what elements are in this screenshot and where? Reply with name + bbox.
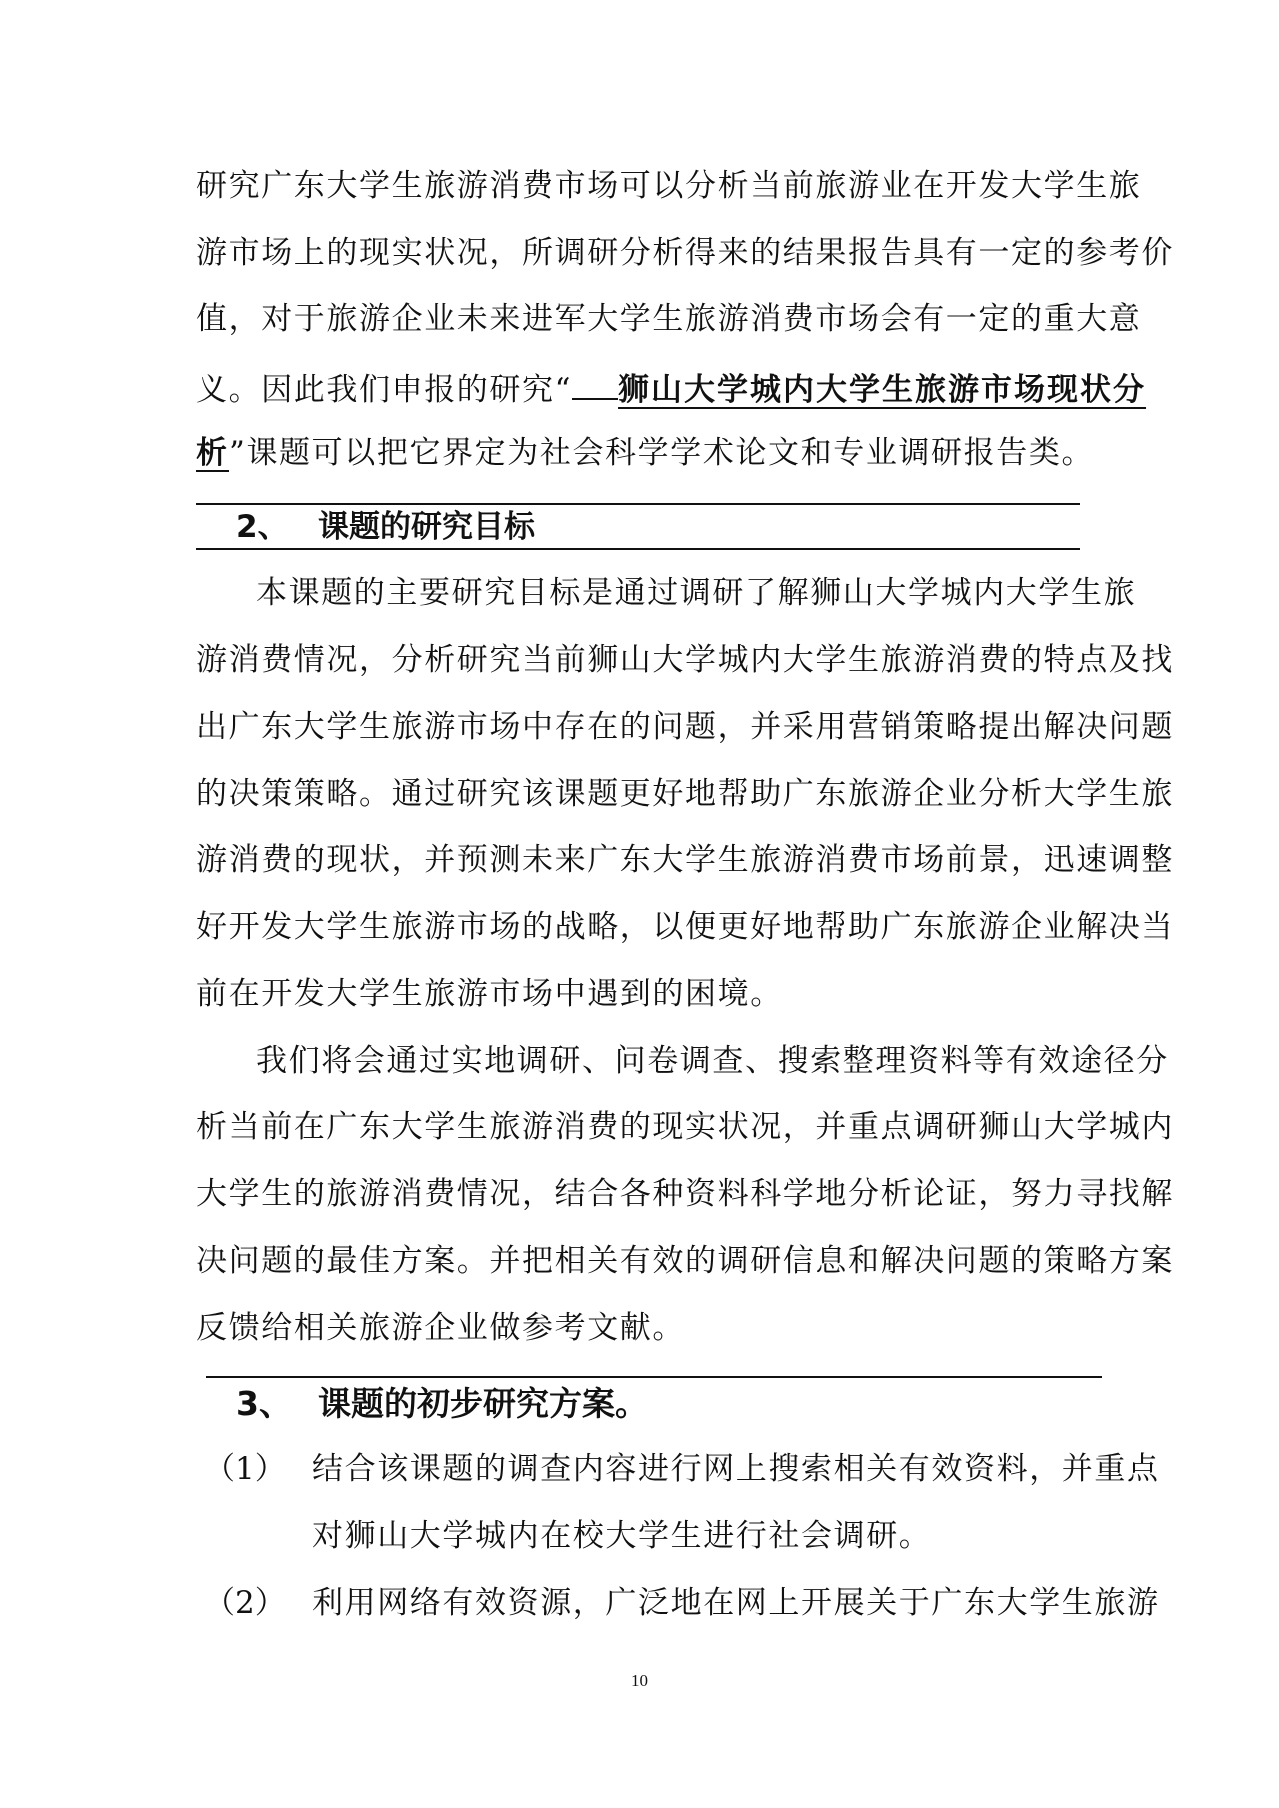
body-text-line: 前在开发大学生旅游市场中遇到的困境。: [196, 976, 783, 1012]
project-title-underlined: 析: [196, 435, 229, 471]
body-text-line: 出广东大学生旅游市场中存在的问题，并采用营销策略提出解决问题: [196, 709, 1174, 745]
body-text-line: 的决策策略。通过研究该课题更好地帮助广东旅游企业分析大学生旅: [196, 776, 1174, 812]
project-title-underlined: 狮山大学城内大学生旅游市场现状分: [618, 372, 1147, 408]
body-text-line: 研究广东大学生旅游消费市场可以分析当前旅游业在开发大学生旅: [196, 168, 1142, 204]
heading-rule-bottom: [196, 548, 1080, 550]
body-text-line: 游消费的现状，并预测未来广东大学生旅游消费市场前景，迅速调整: [196, 842, 1174, 878]
body-text-line-with-title: [196, 366, 1146, 406]
list-item-text: 对狮山大学城内在校大学生进行社会调研。: [312, 1518, 932, 1554]
body-text-line: 值，对于旅游企业未来进军大学生旅游消费市场会有一定的重大意: [196, 301, 1142, 337]
body-text-line: 我们将会通过实地调研、问卷调查、搜索整理资料等有效途径分: [256, 1043, 1169, 1079]
body-text-line: 游消费情况，分析研究当前狮山大学城内大学生旅游消费的特点及找: [196, 642, 1174, 678]
list-item-number: （2）: [204, 1585, 286, 1621]
body-text-line: 游市场上的现实状况，所调研分析得来的结果报告具有一定的参考价: [196, 235, 1174, 271]
body-text-line: 大学生的旅游消费情况，结合各种资料科学地分析论证，努力寻找解: [196, 1176, 1174, 1212]
section-heading: [0, 1384, 1279, 1428]
list-item-text: 利用网络有效资源，广泛地在网上开展关于广东大学生旅游: [312, 1585, 1160, 1621]
section-title: 课题的研究目标: [318, 509, 535, 545]
body-text-line: 析当前在广东大学生旅游消费的现实状况，并重点调研狮山大学城内: [196, 1109, 1174, 1145]
body-text-fragment: ”课题可以把它界定为社会科学学术论文和专业调研报告类。: [229, 435, 1095, 471]
section-number: 2、: [236, 509, 289, 545]
heading-rule-top: [206, 1376, 1102, 1378]
underline-blank: [572, 366, 618, 400]
body-text-line: 决问题的最佳方案。并把相关有效的调研信息和解决问题的策略方案: [196, 1243, 1174, 1279]
list-item-text: 结合该课题的调查内容进行网上搜索相关有效资料，并重点: [312, 1451, 1160, 1487]
heading-rule-top: [196, 503, 1080, 505]
section-heading: [0, 507, 1279, 547]
page-number: 10: [631, 1671, 648, 1690]
body-text-line: 本课题的主要研究目标是通过调研了解狮山大学城内大学生旅: [256, 575, 1137, 611]
body-text-line: 反馈给相关旅游企业做参考文献。: [196, 1310, 685, 1346]
body-text-fragment: 义。因此我们申报的研究“: [196, 372, 573, 408]
body-text-line-with-title: [196, 433, 1094, 473]
list-item-number: （1）: [204, 1451, 286, 1487]
section-title: 课题的初步研究方案。: [318, 1384, 648, 1423]
section-number: 3、: [236, 1384, 292, 1423]
body-text-line: 好开发大学生旅游市场的战略，以便更好地帮助广东旅游企业解决当: [196, 909, 1174, 945]
